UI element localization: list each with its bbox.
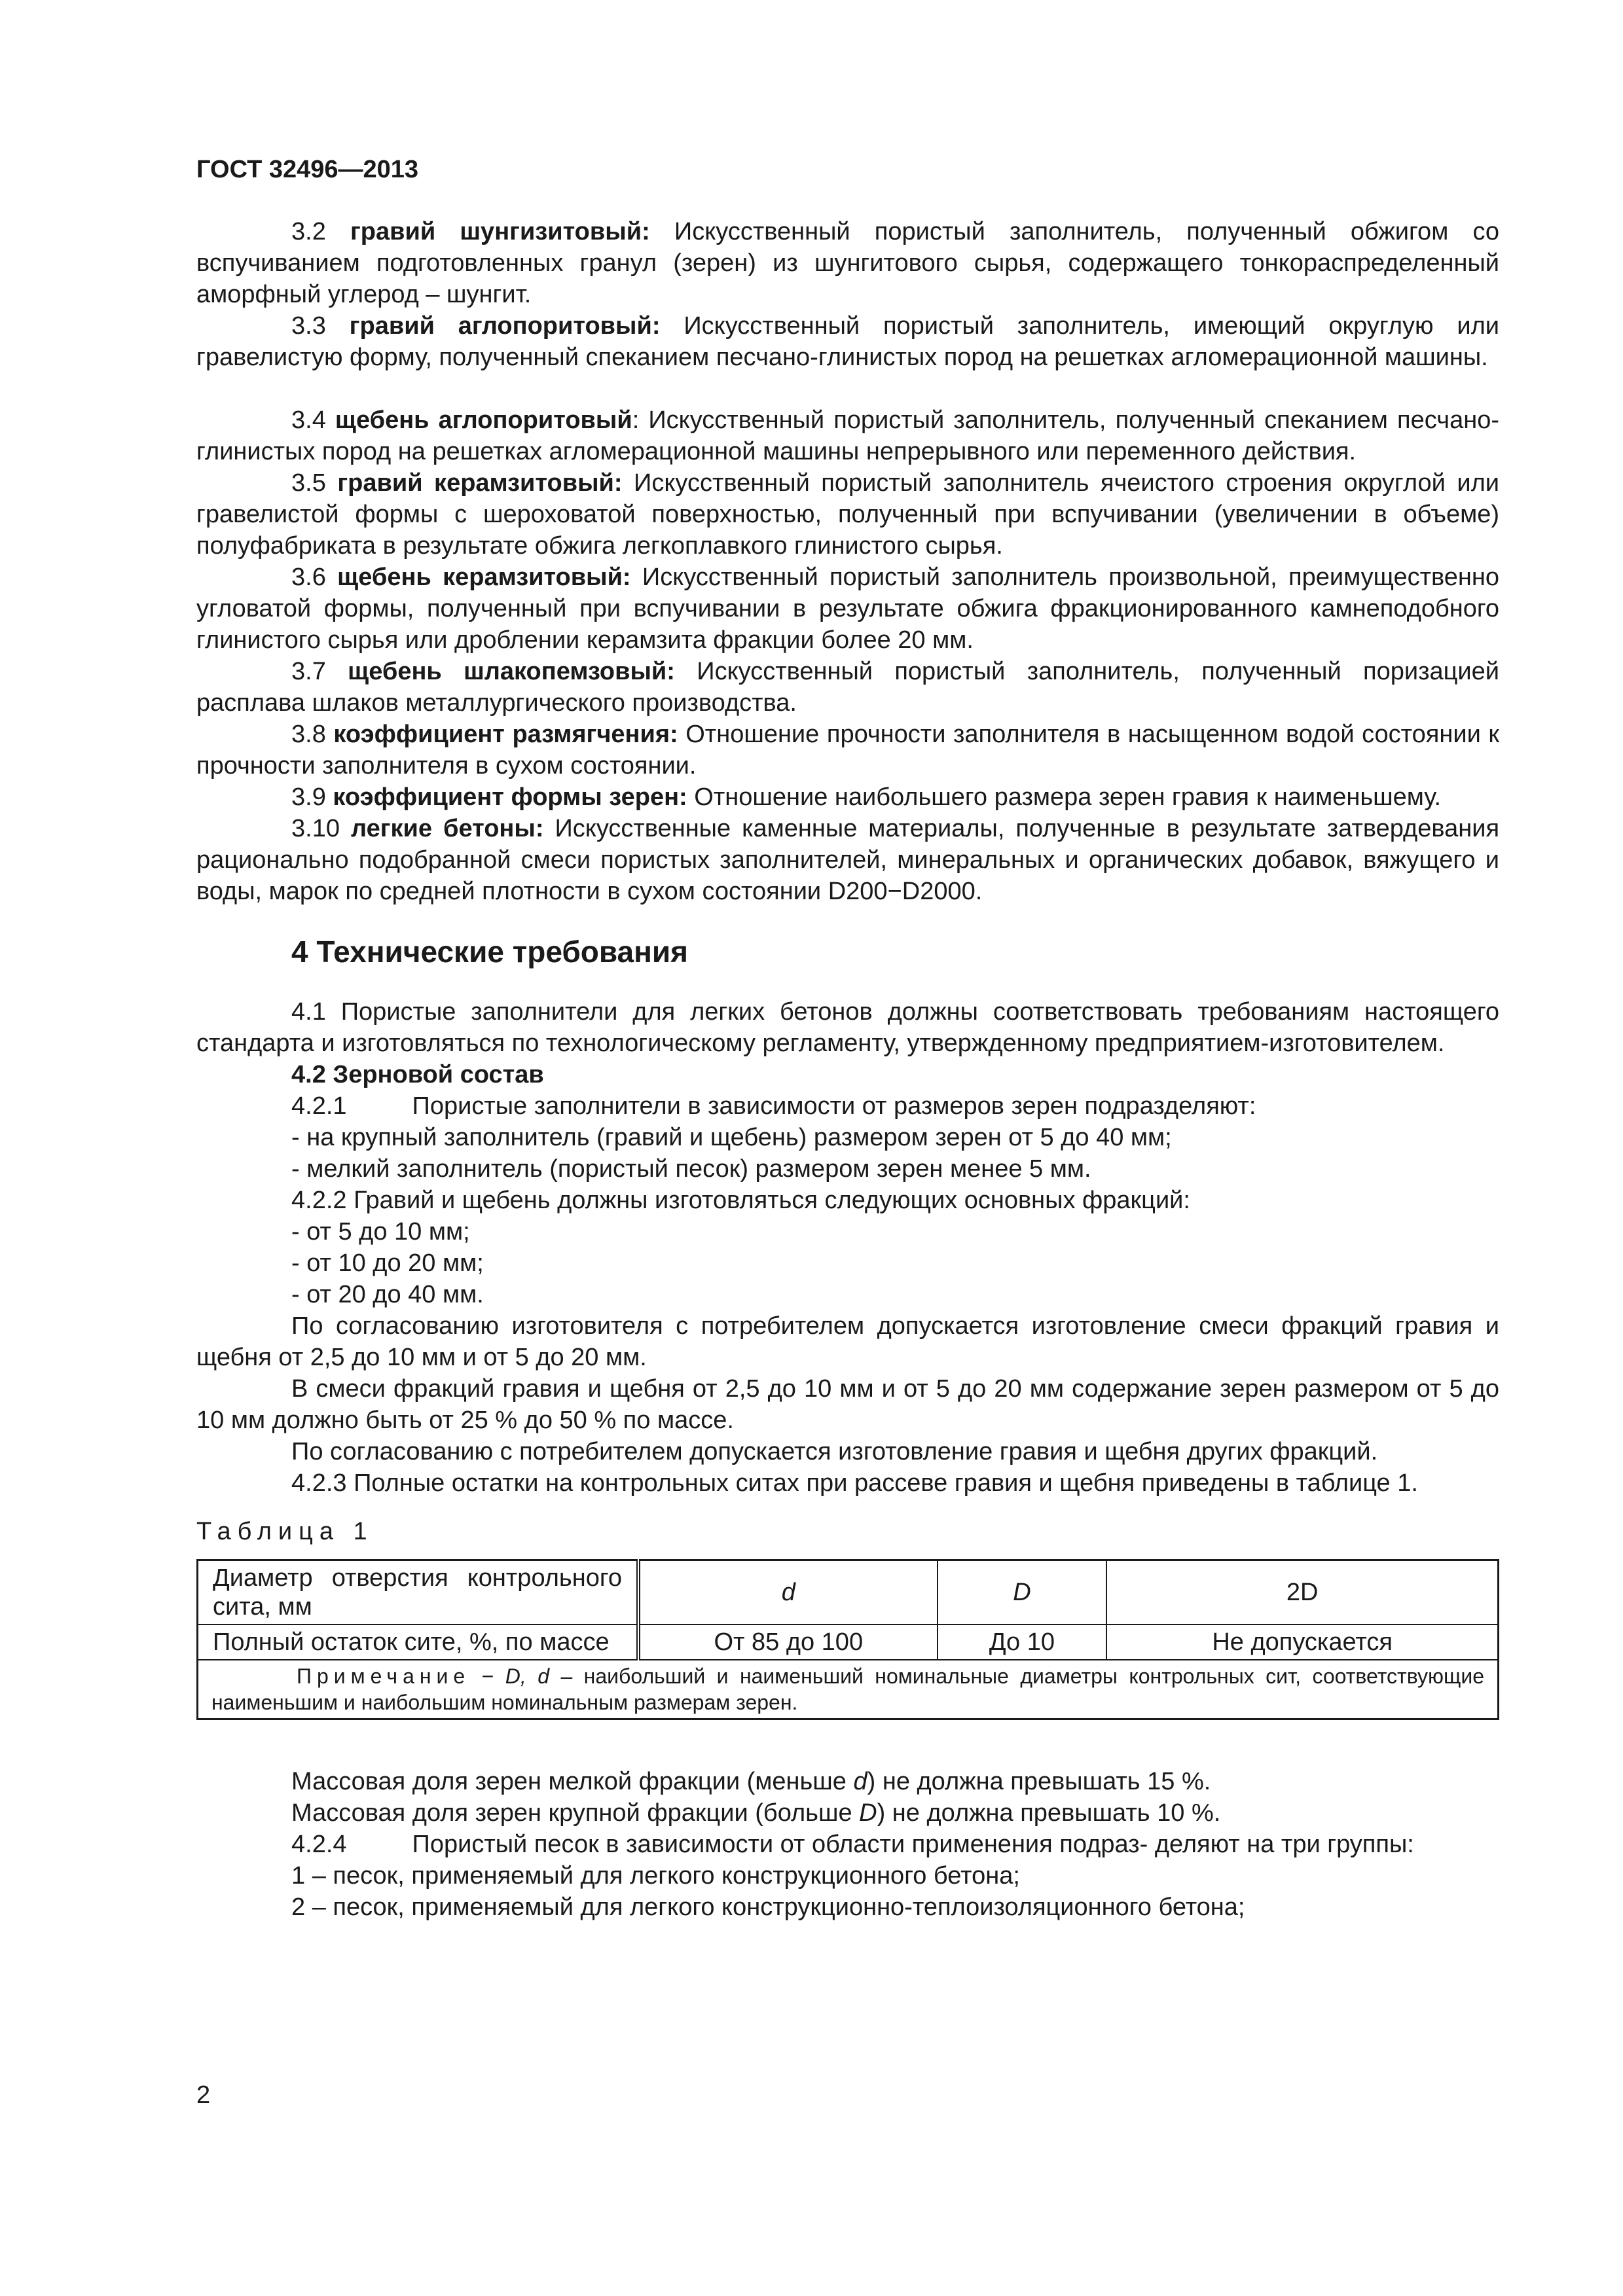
paragraph-4-2-4: 4.2.4 Пористый песок в зависимости от области применения подраз- деляют на три группы: bbox=[291, 1831, 1414, 1858]
list-item: - от 20 до 40 мм. bbox=[291, 1281, 484, 1308]
subsection-heading: 4.2 Зерновой состав bbox=[291, 1061, 544, 1088]
term-name: легкие бетоны: bbox=[350, 815, 544, 842]
table-row bbox=[198, 1560, 1499, 1625]
term-3-2: 3.2 гравий шунгизитовый: Искусственный пористый заполнитель, полученный обжигом со вспучиванием подготовленных гранул (зерен) из шунгитового сырья, содержащего тонкораспределенный аморфный углерод – шунгит. bbox=[196, 218, 1500, 308]
list-item: - от 10 до 20 мм; bbox=[291, 1249, 484, 1277]
term-3-3: 3.3 гравий аглопоритовый: Искусственный пористый заполнитель, имеющий округлую или гравелистую форму, полученный спеканием песчано-глинистых пород на решетках агломерационной машины. bbox=[196, 312, 1499, 371]
term-definition: Искусственный пористый заполнитель, полученный обжигом со вспучиванием подготовленных гранул (зерен) из шунгитового сырья, содержащего тонкораспределенный аморфный углерод – шунгит. bbox=[196, 218, 1500, 308]
paragraph-4-2-3: 4.2.3 Полные остатки на контрольных ситах при рассеве гравия и щебня приведены в таблице 1. bbox=[291, 1469, 1418, 1497]
term-definition: Искусственные каменные материалы, полученные в результате затвердевания рационально подобранной смеси пористых заполнителей, минеральных и органических добавок, вяжущего и воды, марок по средней плотности в сухом состоянии D200−D2000. bbox=[196, 815, 1500, 905]
sieve-residue-table bbox=[196, 1559, 1499, 1720]
term-3-10: 3.10 легкие бетоны: Искусственные каменные материалы, полученные в результате затвердевания рационально подобранной смеси пористых заполнителей, минеральных и органических добавок, вяжущего и воды, марок по средней плотности в сухом состоянии D200−D2000. bbox=[196, 815, 1500, 905]
table-note: Примечание − D, d – наибольший и наименьший номинальные диаметры контрольных сит, соответствующие наименьшим и наибольшим номинальным размерам зерен. bbox=[198, 1660, 1499, 1719]
paragraph: Массовая доля зерен крупной фракции (больше D) не должна превышать 10 %. bbox=[291, 1799, 1221, 1827]
table-cell: Не допускается bbox=[1106, 1624, 1498, 1660]
table-caption: Таблица 1 bbox=[196, 1518, 374, 1545]
term-name: щебень аглопоритовый bbox=[335, 406, 632, 434]
term-definition: Искусственный пористый заполнитель, полученный поризацией расплава шлаков металлургического производства. bbox=[196, 658, 1499, 717]
term-name: гравий шунгизитовый: bbox=[350, 218, 650, 245]
term-3-6: 3.6 щебень керамзитовый: Искусственный пористый заполнитель произвольной, преимущественно угловатой формы, полученный при вспучивании в результате обжига фракционированного камнеподобного глинистого сырья или дроблении керамзита фракции более 20 мм. bbox=[196, 564, 1500, 654]
table-row bbox=[198, 1624, 1499, 1660]
paragraph-4-2-2: 4.2.2 Гравий и щебень должны изготовляться следующих основных фракций: bbox=[291, 1187, 1190, 1214]
term-definition: : Искусственный пористый заполнитель, полученный спеканием песчано-глинистых пород на решетках агломерационной машины непрерывного или переменного действия. bbox=[196, 406, 1499, 465]
list-item: - на крупный заполнитель (гравий и щебень) размером зерен от 5 до 40 мм; bbox=[291, 1124, 1172, 1151]
list-item: 2 – песок, применяемый для легкого конструкционно-теплоизоляционного бетона; bbox=[291, 1893, 1245, 1921]
list-item: - мелкий заполнитель (пористый песок) размером зерен менее 5 мм. bbox=[291, 1155, 1091, 1183]
term-name: щебень шлакопемзовый: bbox=[348, 658, 675, 685]
paragraph: По согласованию изготовителя с потребителем допускается изготовление смеси фракций гравия и щебня от 2,5 до 10 мм и от 5 до 20 мм. bbox=[196, 1312, 1499, 1371]
paragraph-4-2-1: 4.2.1 Пористые заполнители в зависимости от размеров зерен подразделяют: bbox=[291, 1092, 1256, 1120]
paragraph: По согласованию с потребителем допускается изготовление гравия и щебня других фракций. bbox=[291, 1438, 1378, 1465]
list-item: - от 5 до 10 мм; bbox=[291, 1218, 470, 1246]
term-definition: Отношение наибольшего размера зерен гравия к наименьшему. bbox=[694, 783, 1442, 811]
term-name: коэффициент размягчения: bbox=[333, 721, 678, 748]
term-definition: Искусственный пористый заполнитель, имеющий округлую или гравелистую форму, полученный спеканием песчано-глинистых пород на решетках агломерационной машины. bbox=[196, 312, 1499, 371]
term-name: гравий керамзитовый: bbox=[337, 469, 623, 497]
row-header: Полный остаток сите, %, по массе bbox=[198, 1624, 639, 1660]
paragraph: В смеси фракций гравия и щебня от 2,5 до 10 мм и от 5 до 20 мм содержание зерен размером от 5 до 10 мм должно быть от 25 % до 50 % по массе. bbox=[196, 1375, 1499, 1434]
table-cell: 2D bbox=[1106, 1560, 1498, 1625]
row-header: Диаметр отверстия контрольного сита, мм bbox=[198, 1560, 639, 1625]
term-name: коэффициент формы зерен: bbox=[333, 783, 687, 811]
term-name: гравий аглопоритовый: bbox=[349, 312, 661, 340]
table-cell: D bbox=[938, 1560, 1107, 1625]
page-number: 2 bbox=[196, 2081, 211, 2109]
paragraph-4-1: 4.1 Пористые заполнители для легких бетонов должны соответствовать требованиям настоящего стандарта и изготовляться по технологическому регламенту, утвержденному предприятием-изготовителем. bbox=[196, 998, 1499, 1057]
term-3-9: 3.9 коэффициент формы зерен: Отношение наибольшего размера зерен гравия к наименьшему. bbox=[291, 783, 1442, 811]
table-cell: До 10 bbox=[938, 1624, 1107, 1660]
term-definition: Отношение прочности заполнителя в насыщенном водой состоянии к прочности заполнителя в сухом состоянии. bbox=[196, 721, 1499, 780]
term-3-4: 3.4 щебень аглопоритовый: Искусственный пористый заполнитель, полученный спеканием песчано-глинистых пород на решетках агломерационной машины непрерывного или переменного действия. bbox=[196, 406, 1499, 465]
term-name: щебень керамзитовый: bbox=[337, 564, 631, 591]
term-3-8: 3.8 коэффициент размягчения: Отношение прочности заполнителя в насыщенном водой состоянии к прочности заполнителя в сухом состоянии. bbox=[196, 721, 1499, 780]
section-heading: 4 Технические требования bbox=[291, 935, 688, 969]
table-cell: От 85 до 100 bbox=[638, 1624, 938, 1660]
paragraph: Массовая доля зерен мелкой фракции (меньше d) не должна превышать 15 %. bbox=[291, 1768, 1211, 1795]
term-definition: Искусственный пористый заполнитель ячеистого строения округлой или гравелистой формы с шероховатой поверхностью, полученный при вспучивании (увеличении в объеме) полуфабриката в результате обжига легкоплавкого глинистого сырья. bbox=[196, 469, 1499, 560]
table-cell: d bbox=[638, 1560, 938, 1625]
document-header: ГОСТ 32496—2013 bbox=[196, 156, 419, 183]
term-3-7: 3.7 щебень шлакопемзовый: Искусственный пористый заполнитель, полученный поризацией расплава шлаков металлургического производства. bbox=[196, 658, 1499, 717]
term-definition: Искусственный пористый заполнитель произвольной, преимущественно угловатой формы, полученный при вспучивании в результате обжига фракционированного камнеподобного глинистого сырья или дроблении керамзита фракции более 20 мм. bbox=[196, 564, 1500, 654]
document-body bbox=[196, 216, 1499, 1923]
list-item: 1 – песок, применяемый для легкого конструкционного бетона; bbox=[291, 1862, 1020, 1890]
term-3-5: 3.5 гравий керамзитовый: Искусственный пористый заполнитель ячеистого строения округлой или гравелистой формы с шероховатой поверхностью, полученный при вспучивании (увеличении в объеме) полуфабриката в результате обжига легкоплавкого глинистого сырья. bbox=[196, 469, 1499, 560]
table-row bbox=[198, 1660, 1499, 1719]
